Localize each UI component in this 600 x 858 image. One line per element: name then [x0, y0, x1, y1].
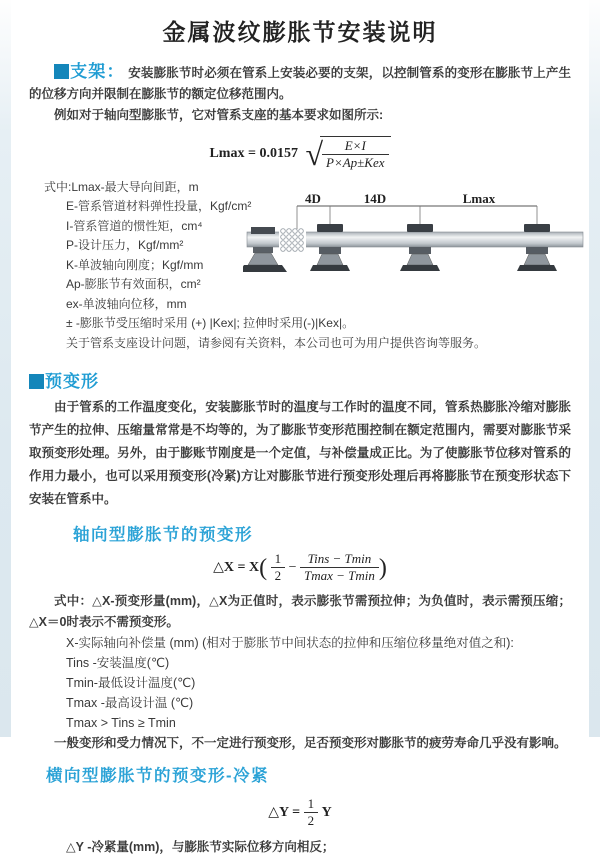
- axial-formula-lhs: △X = X: [213, 559, 260, 575]
- support-example-paragraph: 例如对于轴向型膨胀节，它对管系支座的基本要求如图所示:: [54, 108, 384, 122]
- axial-formula-explanation: 式中：△X-预变形量(mm)，△X为正值时，表示膨张节需预拉伸；为负值时，表示需预压缩；△X＝0时表示不需预变形。: [29, 593, 571, 629]
- support-section-heading: [54, 62, 125, 81]
- variable-line-k: K-单波轴向刚度；Kgf/mm: [66, 257, 204, 272]
- section-square-icon: [29, 374, 44, 389]
- half-fraction: [271, 551, 286, 585]
- sqrt-radicand: [320, 136, 391, 172]
- predeform-note-paragraph: 一般变形和受力情况下，不一定进行预变形，足否预变形对膨胀节的疲劳寿命几乎没有影响。: [54, 735, 567, 750]
- dimension-label-4d: 4D: [305, 192, 321, 206]
- tins-definition-line: Tins -安装温度(℃): [66, 655, 170, 670]
- variable-line-i: I-管系管道的惯性矩，cm⁴: [66, 218, 203, 233]
- right-paren: ): [378, 554, 387, 581]
- lmax-fraction-numerator: E×I: [322, 138, 389, 155]
- tmin-definition-line: Tmin-最低设计温度(℃): [66, 675, 196, 690]
- support-heading-label: 支架：: [70, 62, 125, 81]
- document-page: [11, 0, 589, 854]
- page-edge-left: [0, 0, 11, 737]
- lateral-predeform-subheading: 横向型膨胀节的预变形-冷紧: [46, 766, 269, 785]
- section-square-icon: [54, 64, 69, 79]
- lateral-formula: [29, 796, 571, 830]
- sqrt-radical-sign: √: [305, 135, 324, 172]
- variable-line-lmax: 式中:Lmax-最大导向间距，m: [44, 179, 199, 194]
- dimension-label-14d: 14D: [363, 192, 387, 206]
- half-denominator: 2: [274, 568, 282, 584]
- page-edge-right: [589, 0, 600, 737]
- axial-formula: [29, 551, 571, 585]
- guide-support-1: [310, 224, 350, 271]
- bellows-icon: [279, 229, 306, 252]
- lateral-half-numerator: 1: [304, 796, 319, 813]
- temp-inequality-line: Tmax > Tins ≥ Tmin: [66, 715, 176, 730]
- predeform-section-heading: [29, 367, 571, 392]
- lateral-formula-lhs: △Y =: [268, 804, 301, 820]
- lateral-formula-rhs: Y: [321, 804, 332, 820]
- lateral-half-denominator: 2: [307, 812, 315, 828]
- lmax-formula: [29, 136, 571, 172]
- lmax-fraction-denominator: P×Ap±Kex: [326, 155, 385, 171]
- pipe-support-diagram: [243, 192, 595, 287]
- half-numerator: 1: [271, 551, 286, 568]
- temp-fraction: [300, 551, 379, 585]
- lateral-half-fraction: [304, 796, 319, 830]
- predeform-paragraph: 由于管系的工作温度变化，安装膨胀节时的温度与工作时的温度不同，管系热膨胀冷缩对膨胀节产生的拉伸、压缩量常常是不均等的，为了膨胀节变形范围控制在额定范围内，需要对膨胀节采取预变形处理。另外，由于膨账节刚度是一个定值，与补偿量成正比。为了使膨胀节位移对管系的作用力最小，也可以采用预变形(冷紧)方让对膨胀节进行预变形处理后再将膨胀节在预变形状态下安装在管系中。: [29, 400, 571, 506]
- minus-sign: −: [288, 559, 297, 575]
- support-intro-text: 安装膨胀节时必须在管系上安装必要的支架，以控制管系的变形在膨胀节上产生的位移方向并限制在膨胀节的额定位移范围内。: [29, 66, 571, 101]
- variable-line-p: P-设计压力，Kgf/mm²: [66, 238, 184, 252]
- page-title: 金属波纹膨胀节安装说明: [162, 19, 438, 45]
- lmax-fraction: [322, 138, 389, 172]
- variable-line-e: E-管系管道材料弹性投量，Kgf/cm²: [66, 199, 252, 213]
- left-paren: (: [259, 554, 268, 581]
- x-definition-line: X-实际轴向补偿量 (mm) (相对于膨胀节中间状态的拉伸和压缩位移量绝对值之和):: [66, 635, 514, 650]
- axial-predeform-subheading: 轴向型膨胀节的预变形: [73, 526, 253, 544]
- guide-support-3: [517, 224, 557, 271]
- guide-support-2: [400, 224, 440, 271]
- lateral-formula-explanation: △Y -冷紧量(mm)，与膨胀节实际位移方向相反；: [66, 840, 335, 854]
- predeform-heading-label: 预变形: [45, 372, 99, 391]
- temp-fraction-denominator: Tmax − Tmin: [303, 568, 375, 584]
- lmax-formula-lhs: Lmax = 0.0157: [209, 145, 298, 161]
- variable-line-plusminus: ± -膨胀节受压缩时采用 (+) |Kex|; 拉伸时采用(-)|Kex|。: [66, 316, 355, 330]
- tmax-definition-line: Tmax -最高设计温 (℃): [66, 695, 194, 710]
- support-consult-note: 关于管系支座设计问题，请参阅有关资料，本公司也可为用户提供咨询等服务。: [66, 335, 487, 350]
- support-intro-paragraph: [29, 61, 571, 105]
- temp-fraction-numerator: Tins − Tmin: [300, 551, 379, 568]
- dimension-label-lmax: Lmax: [462, 192, 496, 206]
- variable-line-ex: ex-单波轴向位移，mm: [66, 296, 187, 311]
- variable-line-ap: Ap-膨胀节有效面积，cm²: [66, 277, 201, 291]
